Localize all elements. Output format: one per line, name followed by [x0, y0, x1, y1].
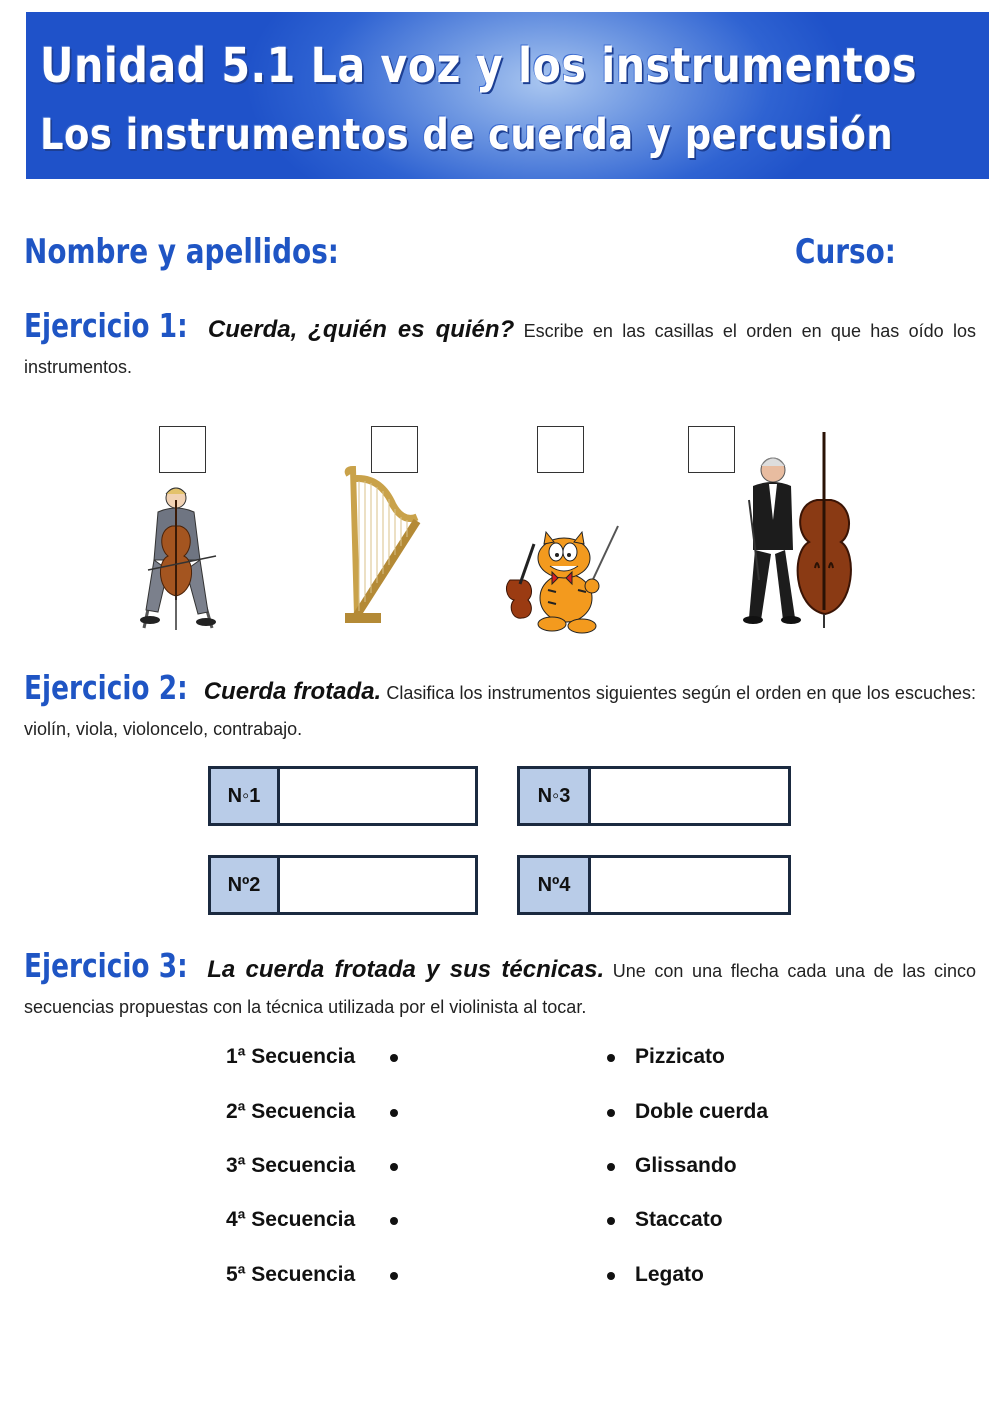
sequence-5: 5ª Secuencia — [226, 1263, 356, 1286]
number-label-2: Nº2 — [211, 858, 280, 912]
technique-3: Glissando — [635, 1154, 737, 1177]
answer-blank-2[interactable] — [280, 858, 475, 912]
technique-1: Pizzicato — [635, 1045, 725, 1068]
number-label-3: N◦3 — [520, 769, 591, 823]
exercise3-label: Ejercicio 3: — [24, 946, 188, 985]
exercise2-label: Ejercicio 2: — [24, 668, 188, 707]
page-title: Unidad 5.1 La voz y los instrumentos — [40, 38, 917, 94]
answer-blank-3[interactable] — [591, 769, 788, 823]
technique-dot-4[interactable] — [607, 1217, 615, 1225]
technique-4: Staccato — [635, 1208, 723, 1231]
sequence-dot-2[interactable] — [390, 1109, 398, 1117]
sequence-dot-5[interactable] — [390, 1272, 398, 1280]
exercise1-instruction: Escribe en las casillas el orden en que has oído los instrumentos. — [24, 321, 976, 377]
sequence-dot-3[interactable] — [390, 1163, 398, 1171]
cellist-image — [128, 480, 228, 640]
number-label-1: N◦1 — [211, 769, 280, 823]
technique-dot-2[interactable] — [607, 1109, 615, 1117]
exercise1-label: Ejercicio 1: — [24, 306, 188, 345]
sequence-1: 1ª Secuencia — [226, 1045, 356, 1068]
answer-box-4[interactable] — [688, 426, 735, 473]
sequence-dot-1[interactable] — [390, 1054, 398, 1062]
technique-5: Legato — [635, 1263, 704, 1286]
exercise3-instruction: Une con una flecha cada una de las cinco secuencias propuestas con la técnica utilizada por el violinista al tocar. — [24, 961, 976, 1017]
exercise2-text — [24, 670, 976, 747]
answer-field-4[interactable] — [517, 855, 791, 915]
header-banner — [26, 12, 989, 179]
answer-field-2[interactable] — [208, 855, 478, 915]
harp-image — [335, 465, 425, 630]
name-label: Nombre y apellidos: — [24, 232, 339, 272]
technique-dot-3[interactable] — [607, 1163, 615, 1171]
garfield-violin-image — [500, 520, 630, 640]
technique-dot-1[interactable] — [607, 1054, 615, 1062]
exercise3-text — [24, 948, 976, 1025]
exercise3-title: La cuerda frotada y sus técnicas. — [207, 956, 605, 983]
sequence-dot-4[interactable] — [390, 1217, 398, 1225]
exercise2-title: Cuerda frotada. — [203, 678, 382, 705]
sequence-2: 2ª Secuencia — [226, 1100, 356, 1123]
answer-field-1[interactable] — [208, 766, 478, 826]
exercise1-text — [24, 308, 976, 385]
sequence-3: 3ª Secuencia — [226, 1154, 356, 1177]
double-bass-image — [735, 430, 870, 630]
answer-blank-1[interactable] — [280, 769, 475, 823]
exercise2-instruction: Clasifica los instrumentos siguientes según el orden en que los escuches: violín, viola, violoncelo, contrabajo. — [24, 683, 976, 739]
sequence-4: 4ª Secuencia — [226, 1208, 356, 1231]
technique-dot-5[interactable] — [607, 1272, 615, 1280]
number-label-4: Nº4 — [520, 858, 591, 912]
exercise1-title: Cuerda, ¿quién es quién? — [207, 316, 515, 343]
answer-field-3[interactable] — [517, 766, 791, 826]
course-label: Curso: — [795, 232, 896, 272]
technique-2: Doble cuerda — [635, 1100, 769, 1123]
answer-blank-4[interactable] — [591, 858, 788, 912]
answer-box-1[interactable] — [159, 426, 206, 473]
page-subtitle: Los instrumentos de cuerda y percusión — [40, 110, 894, 160]
answer-box-3[interactable] — [537, 426, 584, 473]
